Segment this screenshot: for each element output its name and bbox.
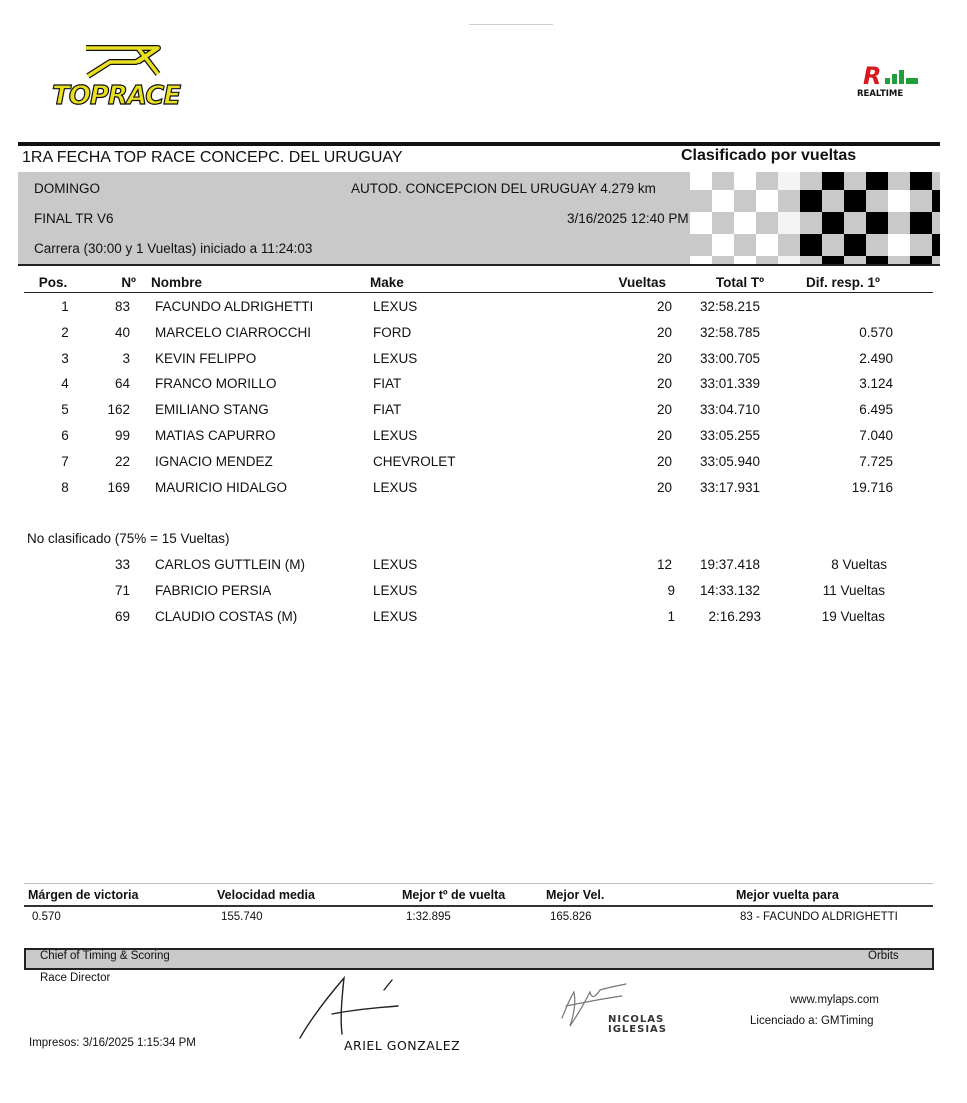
cell-make: LEXUS [373,557,418,572]
checker-square [932,234,940,256]
day-label: DOMINGO [34,181,100,196]
orbits-label: Orbits [868,950,899,962]
cell-laps: 20 [656,480,672,495]
best-speed-value: 165.826 [550,911,592,923]
datetime-label: 3/16/2025 12:40 PM [567,211,689,226]
summary-rule [24,905,933,907]
cell-pos: 3 [61,351,69,366]
cell-name: EMILIANO STANG [155,402,269,417]
avg-speed-value: 155.740 [221,911,263,923]
checker-square [844,234,866,256]
cell-num: 22 [114,454,130,469]
signature2-name [608,1015,667,1035]
cell-pos: 1 [61,299,69,314]
table-row [0,376,967,396]
checker-square [800,234,822,256]
cell-laps: 20 [656,351,672,366]
checkered-flag [690,172,940,266]
cell-num: 71 [114,583,130,598]
avg-speed-label: Velocidad media [217,888,315,902]
cell-total: 33:17.931 [699,480,760,495]
cell-make: CHEVROLET [373,454,456,469]
cell-num: 69 [114,609,130,624]
signature2-name-line2: IGLESIAS [608,1024,667,1035]
margin-value: 0.570 [32,911,61,923]
cell-total: 32:58.785 [699,325,760,340]
cell-diff: 0.570 [859,325,893,340]
cell-total: 33:05.940 [699,454,760,469]
cell-name: IGNACIO MENDEZ [155,454,273,469]
cell-total: 2:16.293 [708,609,761,624]
table-row [0,583,967,603]
not-classified-label: No clasificado (75% = 15 Vueltas) [27,531,230,546]
cell-laps: 20 [656,376,672,391]
table-row [0,428,967,448]
col-laps: Vueltas [618,275,666,290]
cell-num: 169 [107,480,130,495]
col-name: Nombre [151,275,203,290]
cell-diff: 2.490 [859,351,893,366]
best-lap-label: Mejor tº de vuelta [402,888,506,902]
cell-name: MARCELO CIARROCCHI [155,325,312,340]
classification-label: Clasificado por vueltas [681,147,857,164]
cell-pos: 4 [61,376,69,391]
cell-total: 14:33.132 [699,583,760,598]
margin-label: Márgen de victoria [28,888,139,902]
cell-num: 99 [114,428,130,443]
chief-label: Chief of Timing & Scoring [40,950,170,962]
col-pos: Pos. [38,275,68,290]
checker-square [844,190,866,212]
cell-total: 33:05.255 [699,428,760,443]
table-row [0,325,967,345]
signature-ariel [292,972,412,1042]
cell-make: LEXUS [373,428,418,443]
cell-name: FABRICIO PERSIA [155,583,272,598]
cell-make: LEXUS [373,583,418,598]
realtime-logo [855,60,927,100]
checker-square [866,212,888,234]
cell-diff: 8 Vueltas [831,557,887,572]
cell-total: 19:37.418 [699,557,760,572]
cell-name: CLAUDIO COSTAS (M) [155,609,298,624]
session-label: FINAL TR V6 [34,211,114,226]
cell-num: 83 [114,299,130,314]
checker-square [756,190,778,212]
cell-num: 40 [114,325,130,340]
col-num: Nº [121,275,136,290]
cell-pos: 5 [61,402,69,417]
cell-total: 33:01.339 [699,376,760,391]
cell-laps: 20 [656,402,672,417]
cell-name: MAURICIO HIDALGO [155,480,288,495]
checker-square [756,234,778,256]
cell-diff: 11 Vueltas [822,583,885,598]
race-director-label: Race Director [40,972,111,984]
table-row [0,557,967,577]
title-rule [18,142,940,146]
event-title: 1RA FECHA TOP RACE CONCEPC. DEL URUGUAY [22,149,403,166]
col-total: Total Tº [715,275,765,290]
cell-pos: 7 [61,454,69,469]
checker-square [712,190,734,212]
checker-square [734,212,756,234]
cell-laps: 20 [656,428,672,443]
table-row [0,299,967,319]
cell-make: FORD [373,325,412,340]
table-row [0,402,967,422]
cell-num: 33 [114,557,130,572]
cell-name: FRANCO MORILLO [155,376,277,391]
table-row [0,609,967,629]
toprace-logo-text: TOPRACE [52,81,181,110]
best-speed-label: Mejor Vel. [546,888,605,902]
cell-total: 33:00.705 [699,351,760,366]
printed-label: Impresos: 3/16/2025 1:15:34 PM [29,1037,196,1049]
svg-text:R: R [863,62,882,90]
cell-make: LEXUS [373,351,418,366]
cell-pos: 6 [61,428,69,443]
cell-make: LEXUS [373,609,418,624]
checker-square [932,190,940,212]
cell-name: MATIAS CAPURRO [155,428,276,443]
realtime-logo-text: REALTIME [857,89,904,99]
cell-laps: 20 [656,299,672,314]
circuit-label: AUTOD. CONCEPCION DEL URUGUAY 4.279 km [351,181,656,196]
cell-diff: 19 Vueltas [821,609,885,624]
cell-make: FIAT [373,402,402,417]
checker-square [778,172,800,190]
col-make: Make [370,275,404,290]
cell-diff: 19.716 [851,480,893,495]
checker-square [712,234,734,256]
signature1-name: ARIEL GONZALEZ [344,1038,461,1053]
checker-square [690,172,712,190]
cell-laps: 20 [656,325,672,340]
license-label: Licenciado a: GMTiming [750,1015,874,1027]
cell-laps: 9 [667,583,675,598]
checker-square [910,172,932,190]
cell-pos: 2 [61,325,69,340]
table-row [0,480,967,500]
checker-square [888,190,910,212]
best-lap-value: 1:32.895 [406,911,451,923]
checker-square [910,212,932,234]
cell-laps: 12 [656,557,672,572]
info-box-rule [18,264,940,266]
best-lap-for-label: Mejor vuelta para [736,888,839,902]
cell-make: FIAT [373,376,402,391]
cell-make: LEXUS [373,480,418,495]
checker-square [690,212,712,234]
checker-square [822,172,844,190]
best-lap-for-value: 83 - FACUNDO ALDRIGHETTI [740,911,898,923]
cell-num: 162 [107,402,130,417]
header-rule [24,292,933,293]
table-row [0,351,967,371]
cell-diff: 6.495 [859,402,893,417]
cell-diff: 7.725 [859,454,893,469]
cell-laps: 20 [656,454,672,469]
cell-num: 64 [114,376,130,391]
checker-square [778,212,800,234]
cell-num: 3 [122,351,130,366]
top-rule [469,24,553,25]
cell-name: CARLOS GUTTLEIN (M) [155,557,306,572]
checker-square [822,212,844,234]
summary-top-rule [24,883,933,884]
checker-square [800,190,822,212]
cell-name: KEVIN FELIPPO [155,351,257,366]
race-info-label: Carrera (30:00 y 1 Vueltas) iniciado a 11:24:03 [34,241,313,256]
table-row [0,454,967,474]
cell-name: FACUNDO ALDRIGHETTI [155,299,314,314]
cell-total: 33:04.710 [699,402,760,417]
cell-pos: 8 [61,480,69,495]
website-link[interactable]: www.mylaps.com [790,994,879,1006]
col-diff: Dif. resp. 1º [806,275,880,290]
checker-square [866,172,888,190]
checker-square [734,172,756,190]
cell-laps: 1 [667,609,675,624]
cell-make: LEXUS [373,299,418,314]
cell-diff: 7.040 [859,428,893,443]
signature2-name-line1: NICOLAS [608,1014,665,1025]
cell-total: 32:58.215 [699,299,760,314]
cell-diff: 3.124 [859,376,893,391]
toprace-logo [48,40,200,110]
checker-square [888,234,910,256]
